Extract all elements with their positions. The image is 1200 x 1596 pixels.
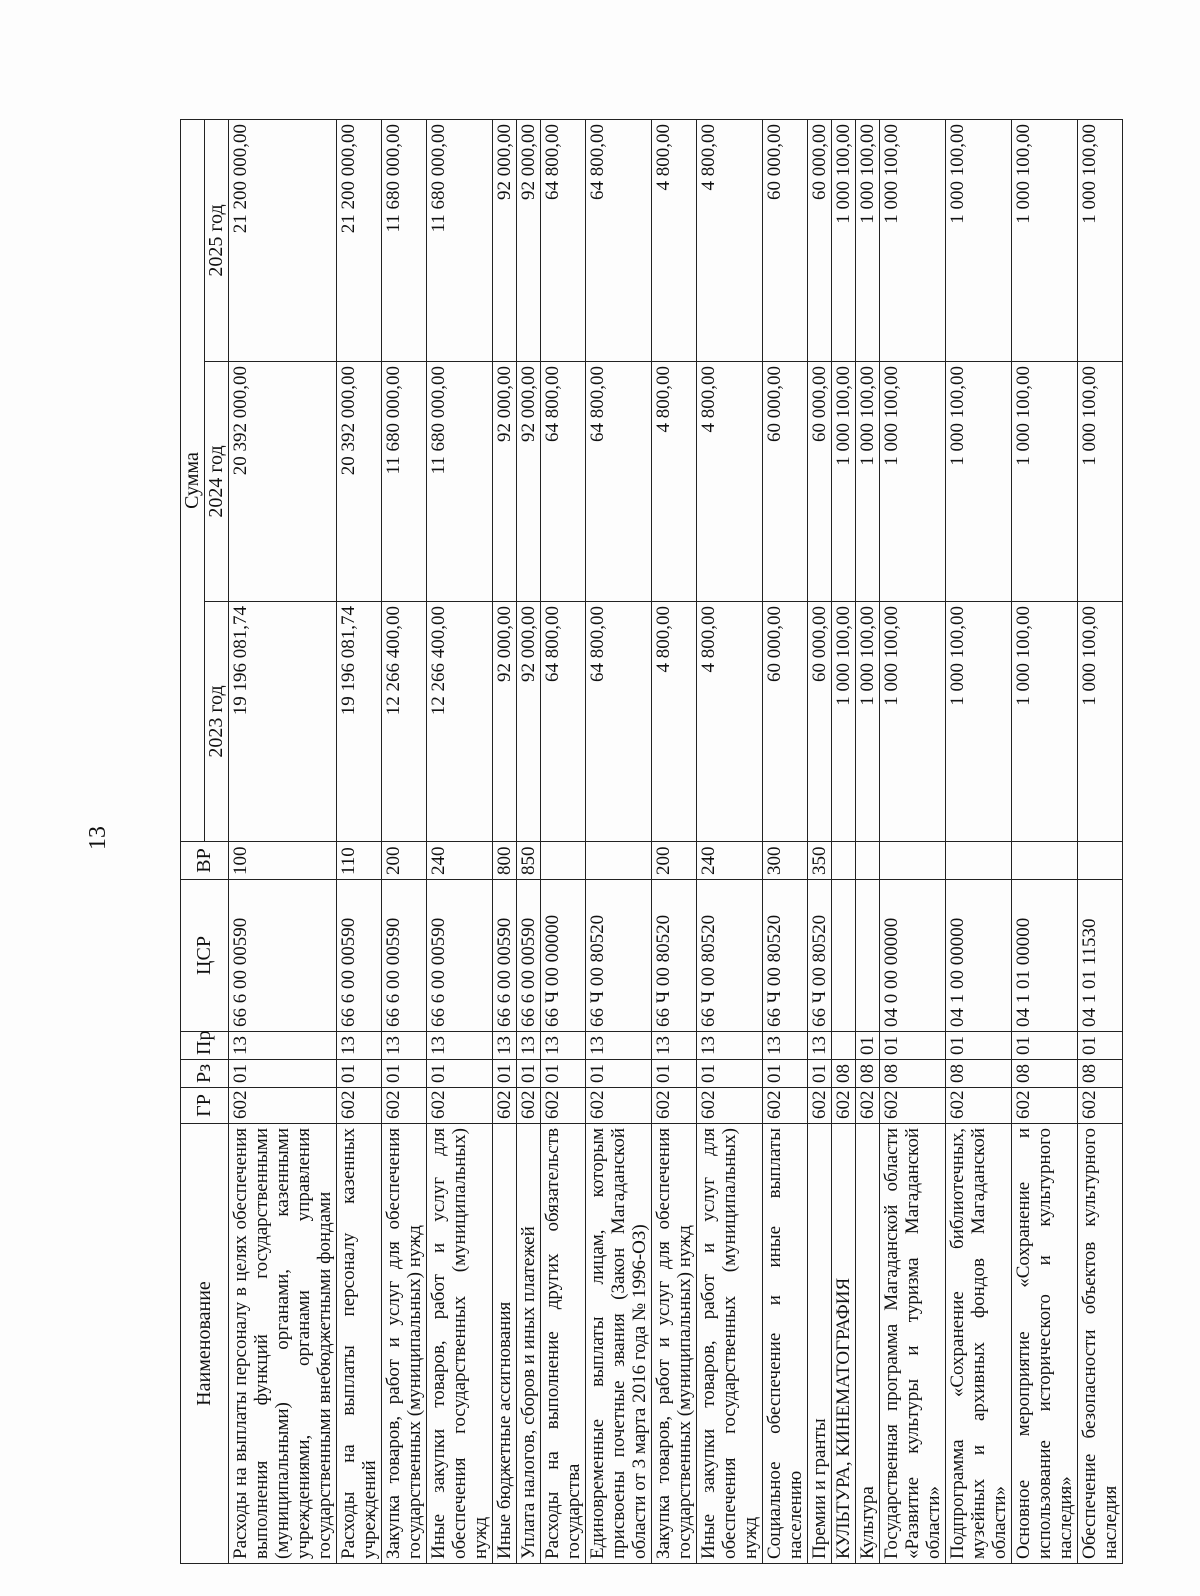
row-amount-2024: 60 000,00	[763, 362, 808, 602]
row-gr-cell: 602	[697, 1088, 763, 1124]
row-pr-cell: 01	[880, 1032, 946, 1060]
table-row	[382, 119, 427, 1563]
table-row	[832, 119, 856, 1563]
row-amount-2023: 60 000,00	[763, 602, 808, 842]
row-rz-cell: 01	[586, 1060, 652, 1088]
row-amount-2023: 64 800,00	[586, 602, 652, 842]
row-csr-cell: 66 6 00 00590	[517, 880, 541, 1032]
row-vr-cell	[586, 842, 652, 880]
row-rz-cell: 08	[832, 1060, 856, 1088]
row-amount-2023: 60 000,00	[808, 602, 832, 842]
table-row	[229, 119, 337, 1563]
row-amount-2024: 20 392 000,00	[337, 362, 382, 602]
row-vr-cell: 300	[763, 842, 808, 880]
table-row	[697, 119, 763, 1563]
row-amount-2023: 1 000 100,00	[1078, 602, 1123, 842]
row-csr-cell: 66 Ч 00 00000	[541, 880, 586, 1032]
row-rz-cell: 01	[427, 1060, 493, 1088]
row-vr-cell	[856, 842, 880, 880]
row-amount-2024: 64 800,00	[541, 362, 586, 602]
row-name-cell: Расходы на выплаты персоналу казенных учреждений	[337, 1124, 382, 1564]
row-vr-cell: 850	[517, 842, 541, 880]
row-name-cell: Единовременные выплаты лицам, которым присвоены почетные звания (Закон Магаданской области от 3 марта 2016 года № 1996-ОЗ)	[586, 1124, 652, 1564]
row-gr-cell: 602	[946, 1088, 1012, 1124]
row-pr-cell: 13	[541, 1032, 586, 1060]
row-vr-cell: 350	[808, 842, 832, 880]
row-amount-2023: 1 000 100,00	[946, 602, 1012, 842]
row-pr-cell: 13	[652, 1032, 697, 1060]
row-amount-2025: 1 000 100,00	[880, 119, 946, 361]
row-rz-cell: 01	[493, 1060, 517, 1088]
row-amount-2025: 64 800,00	[541, 119, 586, 361]
row-csr-cell: 66 6 00 00590	[493, 880, 517, 1032]
row-csr-cell: 04 0 00 00000	[880, 880, 946, 1032]
row-gr-cell: 602	[229, 1088, 337, 1124]
row-pr-cell: 13	[493, 1032, 517, 1060]
row-vr-cell	[541, 842, 586, 880]
row-amount-2025: 21 200 000,00	[337, 119, 382, 361]
row-vr-cell: 200	[382, 842, 427, 880]
row-name-cell: Закупка товаров, работ и услуг для обеспечения государственных (муниципальных) нужд	[652, 1124, 697, 1564]
row-amount-2025: 11 680 000,00	[382, 119, 427, 361]
row-vr-cell: 110	[337, 842, 382, 880]
header-sum: Сумма	[181, 119, 205, 841]
row-gr-cell: 602	[1012, 1088, 1078, 1124]
row-name-cell: Государственная программа Магаданской области «Развитие культуры и туризма Магаданской области»	[880, 1124, 946, 1564]
row-name-cell: КУЛЬТУРА, КИНЕМАТОГРАФИЯ	[832, 1124, 856, 1564]
table-header	[181, 119, 229, 1563]
row-csr-cell: 04 1 01 00000	[1012, 880, 1078, 1032]
row-amount-2025: 1 000 100,00	[856, 119, 880, 361]
table-row	[493, 119, 517, 1563]
row-rz-cell: 01	[763, 1060, 808, 1088]
header-vr: ВР	[181, 842, 229, 880]
rotated-table-container	[180, 120, 1123, 1564]
row-csr-cell: 66 6 00 00590	[337, 880, 382, 1032]
row-amount-2023: 1 000 100,00	[880, 602, 946, 842]
row-name-cell: Культура	[856, 1124, 880, 1564]
row-amount-2023: 64 800,00	[541, 602, 586, 842]
header-year-2023: 2023 год	[205, 602, 229, 842]
row-name-cell: Премии и гранты	[808, 1124, 832, 1564]
row-amount-2023: 4 800,00	[652, 602, 697, 842]
row-name-cell: Закупка товаров, работ и услуг для обеспечения государственных (муниципальных) нужд	[382, 1124, 427, 1564]
table-row	[427, 119, 493, 1563]
row-vr-cell	[1078, 842, 1123, 880]
header-rz: Рз	[181, 1060, 229, 1088]
row-rz-cell: 01	[337, 1060, 382, 1088]
row-gr-cell: 602	[1078, 1088, 1123, 1124]
table-row	[652, 119, 697, 1563]
row-amount-2024: 1 000 100,00	[1078, 362, 1123, 602]
row-amount-2023: 92 000,00	[493, 602, 517, 842]
row-name-cell: Иные бюджетные ассигнования	[493, 1124, 517, 1564]
row-vr-cell: 800	[493, 842, 517, 880]
row-amount-2025: 1 000 100,00	[1078, 119, 1123, 361]
row-amount-2023: 1 000 100,00	[856, 602, 880, 842]
row-name-cell: Уплата налогов, сборов и иных платежей	[517, 1124, 541, 1564]
row-pr-cell: 13	[382, 1032, 427, 1060]
row-csr-cell: 04 1 00 00000	[946, 880, 1012, 1032]
row-name-cell: Расходы на выполнение других обязательств государства	[541, 1124, 586, 1564]
row-amount-2024: 1 000 100,00	[832, 362, 856, 602]
row-amount-2024: 4 800,00	[652, 362, 697, 602]
row-csr-cell: 66 6 00 00590	[427, 880, 493, 1032]
table-row	[856, 119, 880, 1563]
table-row	[763, 119, 808, 1563]
row-gr-cell: 602	[427, 1088, 493, 1124]
row-amount-2023: 4 800,00	[697, 602, 763, 842]
row-pr-cell: 13	[586, 1032, 652, 1060]
budget-table	[180, 119, 1123, 1564]
row-amount-2023: 12 266 400,00	[382, 602, 427, 842]
row-rz-cell: 08	[856, 1060, 880, 1088]
row-vr-cell	[832, 842, 856, 880]
row-amount-2025: 11 680 000,00	[427, 119, 493, 361]
row-csr-cell: 66 6 00 00590	[229, 880, 337, 1032]
row-vr-cell	[1012, 842, 1078, 880]
header-name: Наименование	[181, 1124, 229, 1564]
row-amount-2025: 4 800,00	[697, 119, 763, 361]
header-row-1	[181, 119, 205, 1563]
row-amount-2023: 12 266 400,00	[427, 602, 493, 842]
row-rz-cell: 01	[808, 1060, 832, 1088]
row-gr-cell: 602	[586, 1088, 652, 1124]
row-gr-cell: 602	[517, 1088, 541, 1124]
row-rz-cell: 01	[541, 1060, 586, 1088]
row-amount-2024: 92 000,00	[493, 362, 517, 602]
row-amount-2025: 92 000,00	[517, 119, 541, 361]
row-amount-2024: 1 000 100,00	[856, 362, 880, 602]
row-gr-cell: 602	[763, 1088, 808, 1124]
row-csr-cell: 66 Ч 00 80520	[763, 880, 808, 1032]
row-pr-cell: 01	[856, 1032, 880, 1060]
row-amount-2024: 64 800,00	[586, 362, 652, 602]
row-amount-2025: 21 200 000,00	[229, 119, 337, 361]
row-gr-cell: 602	[880, 1088, 946, 1124]
row-name-cell: Подпрограмма «Сохранение библиотечных, музейных и архивных фондов Магаданской области»	[946, 1124, 1012, 1564]
row-amount-2023: 1 000 100,00	[832, 602, 856, 842]
table-row	[586, 119, 652, 1563]
row-csr-cell: 66 Ч 00 80520	[652, 880, 697, 1032]
row-amount-2025: 1 000 100,00	[832, 119, 856, 361]
row-gr-cell: 602	[337, 1088, 382, 1124]
row-amount-2025: 60 000,00	[763, 119, 808, 361]
row-amount-2024: 11 680 000,00	[427, 362, 493, 602]
row-pr-cell: 13	[427, 1032, 493, 1060]
page-number: 13	[85, 826, 111, 850]
row-amount-2024: 1 000 100,00	[880, 362, 946, 602]
table-row	[1012, 119, 1078, 1563]
row-csr-cell: 04 1 01 11530	[1078, 880, 1123, 1032]
row-rz-cell: 01	[697, 1060, 763, 1088]
table-row	[541, 119, 586, 1563]
row-rz-cell: 08	[946, 1060, 1012, 1088]
row-amount-2025: 92 000,00	[493, 119, 517, 361]
row-amount-2025: 1 000 100,00	[1012, 119, 1078, 361]
row-gr-cell: 602	[493, 1088, 517, 1124]
row-amount-2024: 92 000,00	[517, 362, 541, 602]
row-rz-cell: 01	[652, 1060, 697, 1088]
row-vr-cell	[880, 842, 946, 880]
row-rz-cell: 01	[382, 1060, 427, 1088]
row-pr-cell: 01	[1078, 1032, 1123, 1060]
row-gr-cell: 602	[832, 1088, 856, 1124]
row-amount-2025: 60 000,00	[808, 119, 832, 361]
row-csr-cell: 66 6 00 00590	[382, 880, 427, 1032]
row-pr-cell: 13	[337, 1032, 382, 1060]
row-csr-cell	[832, 880, 856, 1032]
row-gr-cell: 602	[808, 1088, 832, 1124]
table-row	[1078, 119, 1123, 1563]
row-amount-2024: 60 000,00	[808, 362, 832, 602]
row-vr-cell: 240	[427, 842, 493, 880]
row-amount-2024: 20 392 000,00	[229, 362, 337, 602]
row-gr-cell: 602	[382, 1088, 427, 1124]
table-row	[808, 119, 832, 1563]
row-gr-cell: 602	[541, 1088, 586, 1124]
row-pr-cell: 13	[517, 1032, 541, 1060]
row-vr-cell: 100	[229, 842, 337, 880]
row-name-cell: Основное мероприятие «Сохранение и использование исторического и культурного наследия»	[1012, 1124, 1078, 1564]
row-name-cell: Иные закупки товаров, работ и услуг для обеспечения государственных (муниципальных) нужд	[427, 1124, 493, 1564]
header-year-2024: 2024 год	[205, 362, 229, 602]
row-amount-2025: 64 800,00	[586, 119, 652, 361]
row-pr-cell: 13	[763, 1032, 808, 1060]
row-rz-cell: 01	[517, 1060, 541, 1088]
row-amount-2024: 4 800,00	[697, 362, 763, 602]
table-row	[337, 119, 382, 1563]
row-pr-cell: 13	[697, 1032, 763, 1060]
row-gr-cell: 602	[652, 1088, 697, 1124]
table-row	[880, 119, 946, 1563]
row-name-cell: Обеспечение безопасности объектов культурного наследия	[1078, 1124, 1123, 1564]
row-rz-cell: 08	[1078, 1060, 1123, 1088]
row-amount-2025: 1 000 100,00	[946, 119, 1012, 361]
row-csr-cell: 66 Ч 00 80520	[808, 880, 832, 1032]
row-vr-cell: 240	[697, 842, 763, 880]
row-amount-2023: 1 000 100,00	[1012, 602, 1078, 842]
row-gr-cell: 602	[856, 1088, 880, 1124]
row-amount-2025: 4 800,00	[652, 119, 697, 361]
row-amount-2023: 19 196 081,74	[229, 602, 337, 842]
row-csr-cell: 66 Ч 00 80520	[697, 880, 763, 1032]
row-name-cell: Социальное обеспечение и иные выплаты населению	[763, 1124, 808, 1564]
row-amount-2023: 92 000,00	[517, 602, 541, 842]
row-amount-2024: 11 680 000,00	[382, 362, 427, 602]
header-gr: ГР	[181, 1088, 229, 1124]
row-vr-cell	[946, 842, 1012, 880]
row-amount-2024: 1 000 100,00	[1012, 362, 1078, 602]
table-row	[517, 119, 541, 1563]
header-csr: ЦСР	[181, 880, 229, 1032]
row-name-cell: Расходы на выплаты персоналу в целях обеспечения выполнения функций государственными (муниципальными) органами, казенными учреждениями, органами управления государственными внебюджетными фондами	[229, 1124, 337, 1564]
row-pr-cell: 13	[808, 1032, 832, 1060]
row-amount-2023: 19 196 081,74	[337, 602, 382, 842]
row-csr-cell	[856, 880, 880, 1032]
header-year-2025: 2025 год	[205, 119, 229, 361]
row-pr-cell: 01	[1012, 1032, 1078, 1060]
row-vr-cell: 200	[652, 842, 697, 880]
table-row	[946, 119, 1012, 1563]
row-pr-cell: 01	[946, 1032, 1012, 1060]
header-pr: Пр	[181, 1032, 229, 1060]
row-rz-cell: 08	[1012, 1060, 1078, 1088]
row-pr-cell	[832, 1032, 856, 1060]
row-amount-2024: 1 000 100,00	[946, 362, 1012, 602]
row-csr-cell: 66 Ч 00 80520	[586, 880, 652, 1032]
row-pr-cell: 13	[229, 1032, 337, 1060]
row-rz-cell: 01	[229, 1060, 337, 1088]
row-rz-cell: 08	[880, 1060, 946, 1088]
row-name-cell: Иные закупки товаров, работ и услуг для обеспечения государственных (муниципальных) нужд	[697, 1124, 763, 1564]
table-body	[229, 119, 1123, 1563]
